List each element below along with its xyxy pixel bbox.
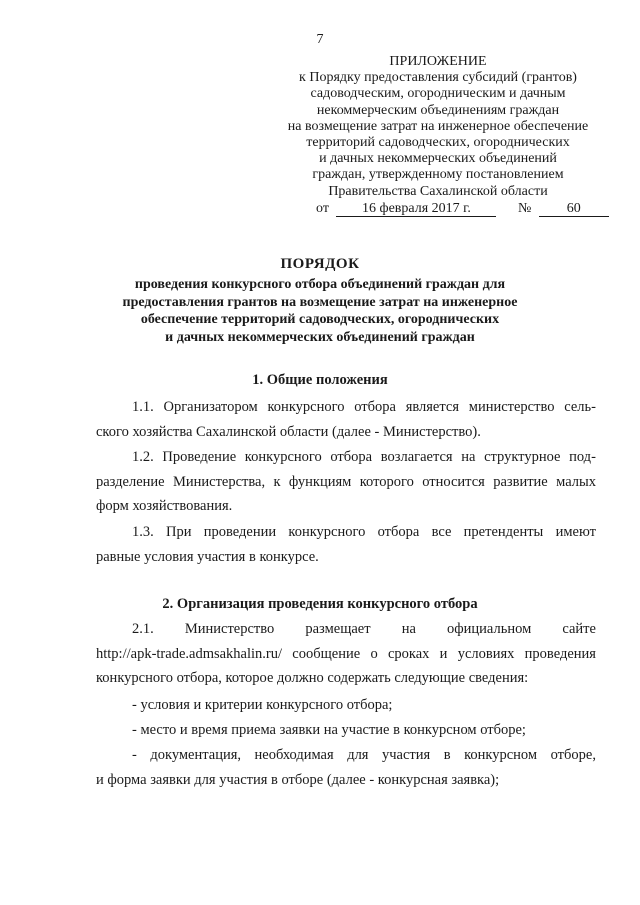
justified-line: разделение Министерства, к функциям которого относится развитие малых	[96, 473, 596, 490]
appendix-line: садоводческим, огородническим и дачным	[310, 86, 566, 102]
paragraph-1-1	[96, 395, 596, 444]
paragraph-line: равные условия участия в конкурсе.	[96, 548, 319, 565]
appendix-line: Правительства Сахалинской области	[328, 183, 548, 199]
section-1-heading: 1. Общие положения	[252, 372, 388, 388]
appendix-line: к Порядку предоставления субсидий (грантов)	[299, 70, 577, 86]
justified-line: - документация, необходимая для участия в конкурсном отборе,	[132, 747, 596, 763]
list-item	[96, 718, 596, 743]
list-item	[96, 743, 596, 792]
section-2-heading: 2. Организация проведения конкурсного отбора	[162, 596, 478, 612]
justified-line: 1.1. Организатором конкурсного отбора является министерство сель-	[132, 399, 596, 415]
subtitle-line: и дачных некоммерческих объединений граждан	[165, 329, 475, 345]
from-label: от	[316, 200, 329, 216]
subtitle-line: проведения конкурсного отбора объединений граждан для	[134, 277, 506, 292]
paragraph-1-2	[96, 445, 596, 519]
justified-line: 1.3. При проведении конкурсного отбора все претенденты имеют	[132, 524, 596, 540]
appendix-line: граждан, утвержденному постановлением	[312, 167, 564, 183]
appendix-line: и дачных некоммерческих объединений	[319, 151, 557, 167]
paragraph-2-1	[96, 617, 596, 691]
document-title: ПОРЯДОК	[280, 256, 360, 272]
paragraph-line: и форма заявки для участия в отборе (далее - конкурсная заявка);	[96, 771, 500, 788]
paragraph-line: конкурсного отбора, которое должно содержать следующие сведения:	[96, 670, 529, 686]
appendix-heading: ПРИЛОЖЕНИЕ	[389, 54, 487, 69]
website-url: http://apk-trade.admsakhalin.ru/	[96, 645, 283, 662]
list-item	[96, 693, 596, 718]
paragraph-line: ского хозяйства Сахалинской области (далее - Министерство).	[96, 423, 481, 440]
approval-row	[268, 201, 608, 217]
list-item-text: - место и время приема заявки на участие в конкурсном отборе;	[132, 722, 526, 738]
number-label: №	[517, 200, 532, 216]
paragraph-1-3	[96, 520, 596, 569]
list-item-text: - условия и критерии конкурсного отбора;	[132, 697, 393, 713]
paragraph-line: форм хозяйствования.	[96, 498, 233, 514]
justified-line: 2.1. Министерство размещает на официальном сайте	[132, 621, 596, 637]
appendix-block	[268, 54, 608, 217]
appendix-line: территорий садоводческих, огороднических	[306, 135, 570, 151]
subtitle-line: предоставления грантов на возмещение затрат на инженерное	[122, 294, 518, 310]
page-number: 7	[316, 32, 324, 47]
document-subtitle	[80, 276, 560, 346]
subtitle-line: обеспечение территорий садоводческих, огороднических	[140, 312, 500, 327]
justified-line: 1.2. Проведение конкурсного отбора возлагается на структурное под-	[132, 449, 596, 465]
appendix-line: на возмещение затрат на инженерное обеспечение	[287, 118, 589, 134]
approval-number: 60	[539, 201, 609, 217]
approval-date: 16 февраля 2017 г.	[336, 201, 496, 217]
justified-line: http://apk-trade.admsakhalin.ru/ сообщение о сроках и условиях проведения	[96, 642, 596, 667]
appendix-line: некоммерческим объединениям граждан	[316, 102, 560, 118]
